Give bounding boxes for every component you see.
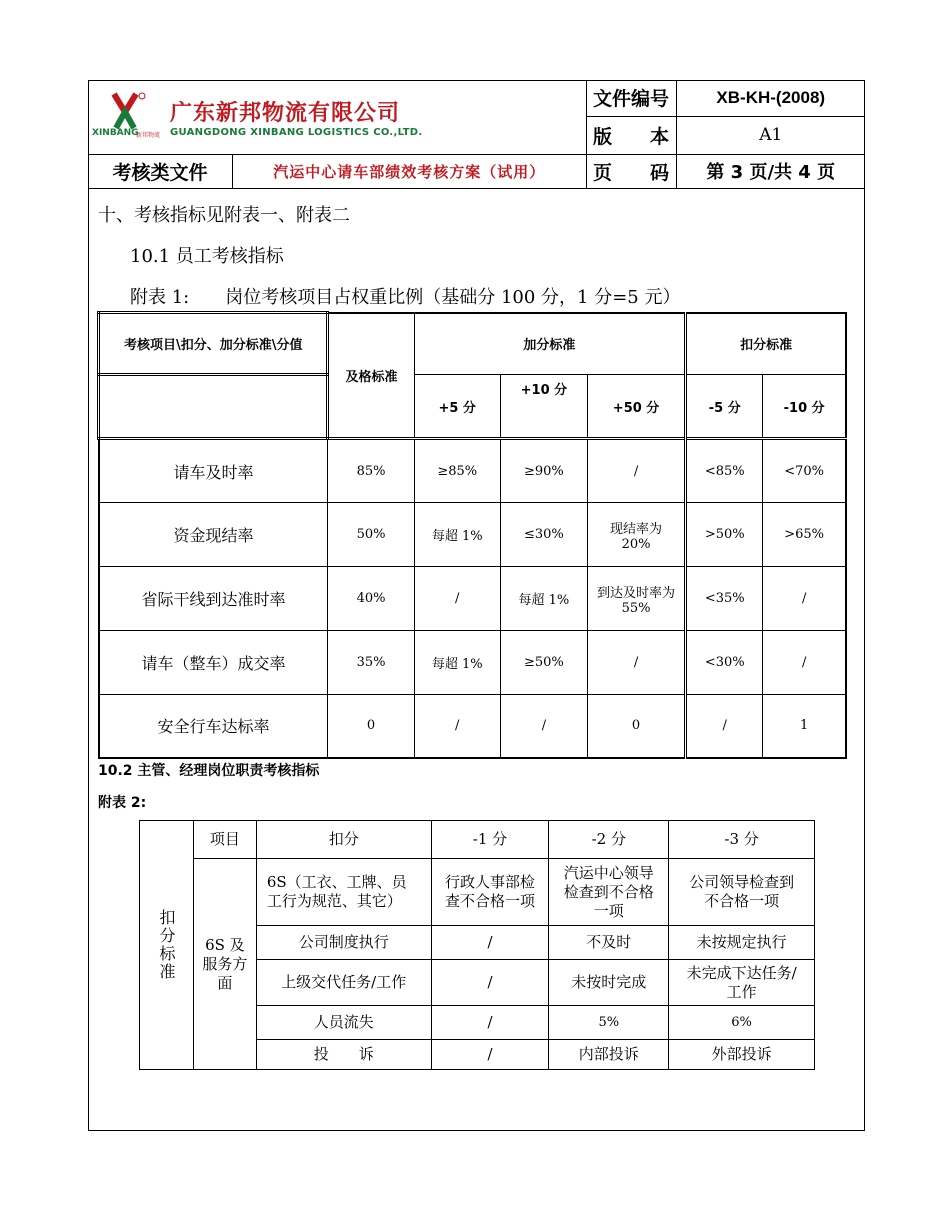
cell-p10: 每超 1% — [500, 567, 587, 631]
deduct-standard-header: 扣分标准 — [686, 313, 846, 375]
version-label: 版 本 — [586, 116, 676, 154]
cell-p5: / — [414, 567, 500, 631]
sub-header-p10: +10 分 — [500, 375, 587, 439]
cell-m10: <70% — [763, 439, 846, 503]
cell-m5: <35% — [686, 567, 763, 631]
cell-p10: ≥90% — [500, 439, 587, 503]
table-row-item: 资金现结率 — [99, 503, 328, 567]
cell-p50: / — [587, 631, 685, 695]
table-row-item: 请车及时率 — [99, 439, 328, 503]
company-name-en: GUANGDONG XINBANG LOGISTICS CO.,LTD. — [170, 126, 423, 138]
group-6s-service: 6S 及服务方面 — [193, 859, 256, 1070]
attachment-1-caption: 附表 1: 岗位考核项目占权重比例（基础分 100 分，1 分=5 元） — [130, 287, 681, 308]
header-deduct: 扣分 — [256, 821, 431, 859]
list-item: 人员流失 — [256, 1006, 431, 1040]
company-name-cn: 广东新邦物流有限公司 — [170, 100, 401, 126]
add-standard-header: 加分标准 — [414, 313, 686, 375]
cell-m3: 未按规定执行 — [669, 926, 815, 960]
cell-m2: 汽运中心领导检查到不合格一项 — [549, 859, 669, 926]
category-row — [88, 154, 586, 188]
cell-pass: 0 — [328, 695, 414, 758]
cell-m1: / — [431, 1006, 549, 1040]
cell-m3: 外部投诉 — [669, 1040, 815, 1070]
cell-pass: 85% — [328, 439, 414, 503]
staff-kpi-table — [97, 311, 847, 759]
category-label: 考核类文件 — [88, 155, 233, 188]
list-item: 6S（工衣、工牌、员工行为规范、其它） — [256, 859, 431, 926]
cell-p5: 每超 1% — [414, 631, 500, 695]
list-item: 公司制度执行 — [256, 926, 431, 960]
subsection-heading: 10.1 员工考核指标 — [130, 246, 284, 267]
cell-pass: 35% — [328, 631, 414, 695]
cell-pass: 40% — [328, 567, 414, 631]
deduct-standard-side-label: 扣分标准 — [140, 821, 194, 1070]
cell-p50: 0 — [587, 695, 685, 758]
header-item: 项目 — [193, 821, 256, 859]
cell-m1: / — [431, 926, 549, 960]
cell-m2: 内部投诉 — [549, 1040, 669, 1070]
page-value: 第 3 页/共 4 页 — [676, 154, 865, 188]
cell-m1: / — [431, 960, 549, 1006]
document-title: 汽运中心请车部绩效考核方案（试用） — [273, 163, 546, 181]
sub-header-p50: +50 分 — [587, 375, 685, 439]
cell-m2: 不及时 — [549, 926, 669, 960]
cell-m1: 行政人事部检查不合格一项 — [431, 859, 549, 926]
cell-p50: 到达及时率为 55% — [587, 567, 685, 631]
section-heading: 十、考核指标见附表一、附表二 — [98, 205, 350, 226]
file-number-label: 文件编号 — [586, 80, 676, 116]
version-value: A1 — [676, 116, 865, 154]
cell-m3: 未完成下达任务/工作 — [669, 960, 815, 1006]
logo-text: XINBANG — [92, 127, 139, 138]
pass-standard-header: 及格标准 — [328, 313, 414, 439]
sub-header-m5: -5 分 — [686, 375, 763, 439]
logo-subtext: 新邦物流 — [136, 131, 161, 139]
sub-header-p5: +5 分 — [414, 375, 500, 439]
subsection-10-2-heading: 10.2 主管、经理岗位职责考核指标 — [98, 763, 320, 779]
logo-cell — [88, 80, 586, 154]
cell-m10: / — [763, 567, 846, 631]
cell-m1: / — [431, 1040, 549, 1070]
table1-corner-header: 考核项目\扣分、加分标准\分值 — [99, 313, 328, 375]
cell-m2: 5% — [549, 1006, 669, 1040]
header-m3: -3 分 — [669, 821, 815, 859]
attachment-2-caption: 附表 2: — [98, 795, 147, 811]
table1-blank-cell — [99, 375, 328, 439]
table-row-item: 安全行车达标率 — [99, 695, 328, 758]
cell-m5: <85% — [686, 439, 763, 503]
table-row-item: 省际干线到达准时率 — [99, 567, 328, 631]
cell-pass: 50% — [328, 503, 414, 567]
cell-p10: / — [500, 695, 587, 758]
cell-p10: ≥50% — [500, 631, 587, 695]
cell-m5: / — [686, 695, 763, 758]
cell-p50: / — [587, 439, 685, 503]
cell-m2: 未按时完成 — [549, 960, 669, 1006]
page-label: 页 码 — [586, 154, 676, 188]
cell-p5: 每超 1% — [414, 503, 500, 567]
header-m1: -1 分 — [431, 821, 549, 859]
sub-header-m10: -10 分 — [763, 375, 846, 439]
file-number-value: XB-KH-(2008) — [676, 80, 865, 116]
company-logo-icon — [92, 88, 161, 146]
list-item: 上级交代任务/工作 — [256, 960, 431, 1006]
cell-p50: 现结率为 20% — [587, 503, 685, 567]
cell-p5: ≥85% — [414, 439, 500, 503]
cell-p10: ≤30% — [500, 503, 587, 567]
cell-p5: / — [414, 695, 500, 758]
cell-m5: >50% — [686, 503, 763, 567]
manager-kpi-table — [139, 820, 815, 1070]
cell-m5: <30% — [686, 631, 763, 695]
cell-m10: / — [763, 631, 846, 695]
header-m2: -2 分 — [549, 821, 669, 859]
table-row-item: 请车（整车）成交率 — [99, 631, 328, 695]
document-header — [88, 80, 865, 189]
cell-m10: >65% — [763, 503, 846, 567]
cell-m3: 6% — [669, 1006, 815, 1040]
list-item: 投 诉 — [256, 1040, 431, 1070]
cell-m3: 公司领导检查到不合格一项 — [669, 859, 815, 926]
cell-m10: 1 — [763, 695, 846, 758]
